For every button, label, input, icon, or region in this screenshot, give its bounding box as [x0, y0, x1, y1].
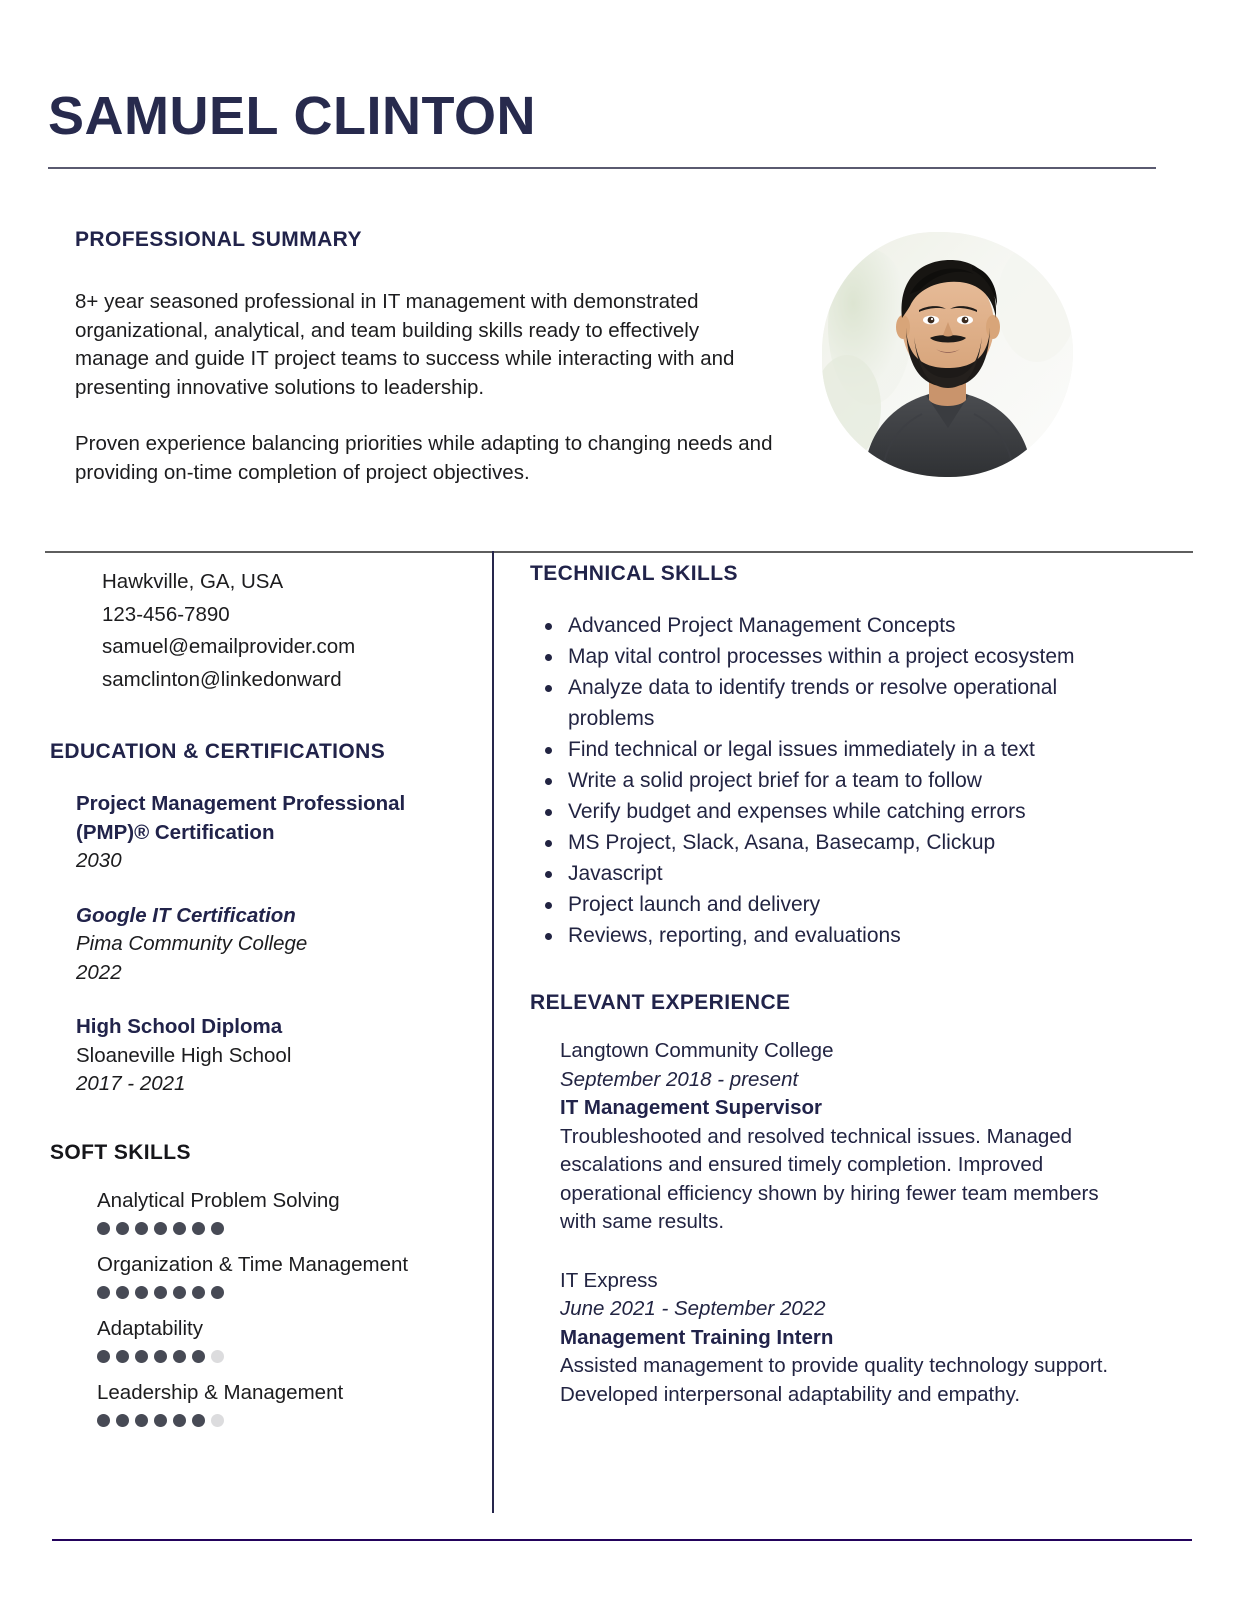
soft-skill-rating	[97, 1222, 470, 1235]
rating-dot-filled	[135, 1414, 148, 1427]
experience-item	[560, 1037, 1130, 1237]
soft-skill-rating	[97, 1414, 470, 1427]
education-school: Sloaneville High School	[76, 1043, 292, 1067]
rating-dot-filled	[135, 1286, 148, 1299]
professional-summary-body	[75, 288, 775, 487]
summary-paragraph: Proven experience balancing priorities while adapting to changing needs and providing on-time completion of project objectives.	[75, 432, 773, 484]
technical-skill-item: MS Project, Slack, Asana, Basecamp, Clickup	[568, 827, 1130, 858]
rating-dot-filled	[154, 1350, 167, 1363]
technical-skill-item: Project launch and delivery	[568, 889, 1130, 920]
rating-dot-filled	[192, 1414, 205, 1427]
resume-header	[48, 88, 1160, 169]
education-date: 2030	[76, 849, 122, 872]
section-divider-horizontal	[45, 551, 1193, 553]
professional-summary-section	[75, 228, 775, 487]
experience-role: Management Training Intern	[560, 1325, 834, 1349]
soft-skill-label: Analytical Problem Solving	[97, 1188, 340, 1212]
experience-list	[560, 1037, 1130, 1409]
rating-dot-filled	[192, 1286, 205, 1299]
contact-info	[102, 566, 470, 696]
technical-skill-item: Advanced Project Management Concepts	[568, 610, 1130, 641]
technical-skills-heading: TECHNICAL SKILLS	[530, 562, 738, 585]
experience-dates: September 2018 - present	[560, 1067, 799, 1091]
soft-skill-label: Leadership & Management	[97, 1380, 344, 1404]
rating-dot-filled	[173, 1222, 186, 1235]
education-item	[76, 902, 470, 988]
soft-skill-rating	[97, 1350, 470, 1363]
education-title: High School Diploma	[76, 1015, 283, 1038]
soft-skill-item	[97, 1379, 470, 1427]
candidate-name: SAMUEL CLINTON	[48, 86, 537, 146]
left-column	[50, 566, 470, 1427]
rating-dot-empty	[211, 1414, 224, 1427]
rating-dot-filled	[192, 1222, 205, 1235]
rating-dot-filled	[154, 1222, 167, 1235]
education-date: 2017 - 2021	[76, 1072, 186, 1095]
soft-skill-rating	[97, 1286, 470, 1299]
technical-skill-item: Analyze data to identify trends or resolve operational problems	[568, 672, 1130, 734]
technical-skill-item: Reviews, reporting, and evaluations	[568, 920, 1130, 951]
rating-dot-filled	[173, 1414, 186, 1427]
experience-organization: IT Express	[560, 1268, 658, 1292]
rating-dot-filled	[97, 1350, 110, 1363]
rating-dot-filled	[116, 1414, 129, 1427]
portrait-photo	[822, 232, 1073, 477]
soft-skill-item	[97, 1187, 470, 1235]
experience-dates: June 2021 - September 2022	[560, 1297, 826, 1320]
soft-skill-label: Adaptability	[97, 1316, 203, 1340]
experience-description: Assisted management to provide quality technology support. Developed interpersonal adaptability and empathy.	[560, 1354, 1109, 1406]
contact-email[interactable]: samuel@emailprovider.com	[102, 635, 356, 658]
summary-paragraph: 8+ year seasoned professional in IT management with demonstrated organizational, analytical, and team building skills ready to effectively manage and guide IT project teams to success while interacting with and presenting innovative solutions to leadership.	[75, 290, 735, 399]
education-date: 2022	[76, 960, 122, 984]
rating-dot-filled	[192, 1350, 205, 1363]
rating-dot-filled	[135, 1222, 148, 1235]
education-heading: EDUCATION & CERTIFICATIONS	[50, 740, 386, 763]
rating-dot-filled	[116, 1286, 129, 1299]
education-school: Pima Community College	[76, 932, 308, 955]
rating-dot-filled	[211, 1286, 224, 1299]
rating-dot-filled	[116, 1350, 129, 1363]
rating-dot-filled	[97, 1414, 110, 1427]
education-list	[76, 790, 470, 1099]
rating-dot-filled	[97, 1286, 110, 1299]
experience-description: Troubleshooted and resolved technical issues. Managed escalations and ensured timely completion. Improved operational efficiency shown by hiring fewer team members with same results.	[560, 1124, 1099, 1233]
rating-dot-filled	[211, 1222, 224, 1235]
experience-role: IT Management Supervisor	[560, 1096, 823, 1119]
experience-heading: RELEVANT EXPERIENCE	[530, 991, 791, 1014]
rating-dot-filled	[173, 1350, 186, 1363]
column-divider-vertical	[492, 551, 494, 1513]
rating-dot-filled	[154, 1414, 167, 1427]
education-item	[76, 1013, 470, 1099]
portrait-photo-icon	[822, 232, 1073, 477]
contact-location: Hawkville, GA, USA	[102, 570, 284, 593]
rating-dot-filled	[116, 1222, 129, 1235]
rating-dot-filled	[135, 1350, 148, 1363]
soft-skill-item	[97, 1251, 470, 1299]
technical-skill-item: Javascript	[568, 858, 1130, 889]
right-column	[530, 562, 1130, 1409]
rating-dot-filled	[154, 1286, 167, 1299]
soft-skill-label: Organization & Time Management	[97, 1252, 409, 1276]
education-title: Project Management Professional (PMP)® Certification	[76, 792, 406, 844]
soft-skills-heading: SOFT SKILLS	[50, 1140, 191, 1164]
soft-skill-item	[97, 1315, 470, 1363]
header-divider	[48, 167, 1156, 169]
technical-skill-item: Verify budget and expenses while catching errors	[568, 796, 1130, 827]
contact-phone: 123-456-7890	[102, 602, 230, 626]
soft-skills-list	[97, 1187, 470, 1427]
professional-summary-heading: PROFESSIONAL SUMMARY	[75, 228, 362, 251]
technical-skill-item: Map vital control processes within a project ecosystem	[568, 641, 1130, 672]
education-title: Google IT Certification	[76, 903, 296, 927]
footer-divider	[52, 1539, 1192, 1541]
experience-item	[560, 1267, 1130, 1410]
contact-linkedin[interactable]: samclinton@linkedonward	[102, 667, 342, 691]
rating-dot-filled	[173, 1286, 186, 1299]
technical-skills-list	[530, 610, 1130, 951]
technical-skill-item: Find technical or legal issues immediately in a text	[568, 734, 1130, 765]
rating-dot-filled	[97, 1222, 110, 1235]
education-item	[76, 790, 470, 876]
technical-skill-item: Write a solid project brief for a team to follow	[568, 765, 1130, 796]
experience-organization: Langtown Community College	[560, 1039, 834, 1062]
rating-dot-empty	[211, 1350, 224, 1363]
